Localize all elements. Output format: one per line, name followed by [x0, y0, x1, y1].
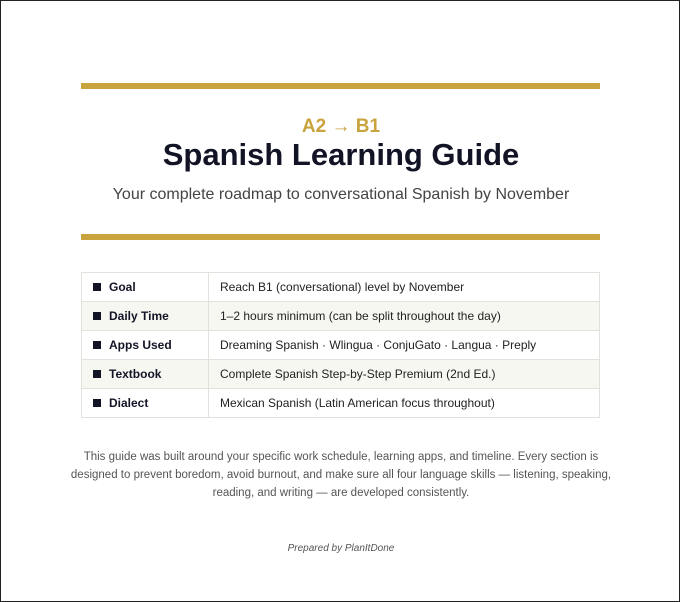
- page-subtitle: Your complete roadmap to conversational Spanish by November: [112, 186, 570, 203]
- table-row: [82, 331, 600, 360]
- row-label: [82, 389, 209, 418]
- square-bullet-icon: [93, 341, 101, 349]
- row-label: [82, 302, 209, 331]
- top-gold-rule: [81, 83, 600, 89]
- square-bullet-icon: [93, 399, 101, 407]
- row-label-text: Daily Time: [109, 309, 169, 323]
- row-value: Complete Spanish Step-by-Step Premium (2nd Ed.): [209, 360, 600, 389]
- row-label: [82, 360, 209, 389]
- row-label-text: Goal: [109, 280, 136, 294]
- table-row: [82, 360, 600, 389]
- info-table: [81, 272, 600, 418]
- page-title: Spanish Learning Guide: [162, 137, 520, 172]
- prepared-by-footer: Prepared by PlanItDone: [287, 543, 395, 554]
- row-value: Reach B1 (conversational) level by November: [209, 273, 600, 302]
- table-row: [82, 273, 600, 302]
- row-value: Dreaming Spanish · Wlingua · ConjuGato · Langua · Preply: [209, 331, 600, 360]
- row-label-text: Dialect: [109, 396, 149, 410]
- row-label-text: Textbook: [109, 367, 162, 381]
- row-value: Mexican Spanish (Latin American focus throughout): [209, 389, 600, 418]
- square-bullet-icon: [93, 283, 101, 291]
- bottom-gold-rule: [81, 234, 600, 240]
- row-label-text: Apps Used: [109, 338, 172, 352]
- square-bullet-icon: [93, 370, 101, 378]
- intro-paragraph: This guide was built around your specific work schedule, learning apps, and timeline. Every section is designed to prevent boredom, avoid burnout, and make sure all four language skills — listening, speaking, reading, and writing — are developed consistently.: [70, 451, 612, 499]
- table-row: [82, 389, 600, 418]
- row-label: [82, 273, 209, 302]
- row-value: 1–2 hours minimum (can be split throughout the day): [209, 302, 600, 331]
- row-label: [82, 331, 209, 360]
- square-bullet-icon: [93, 312, 101, 320]
- level-heading: A2 → B1: [301, 116, 381, 137]
- table-row: [82, 302, 600, 331]
